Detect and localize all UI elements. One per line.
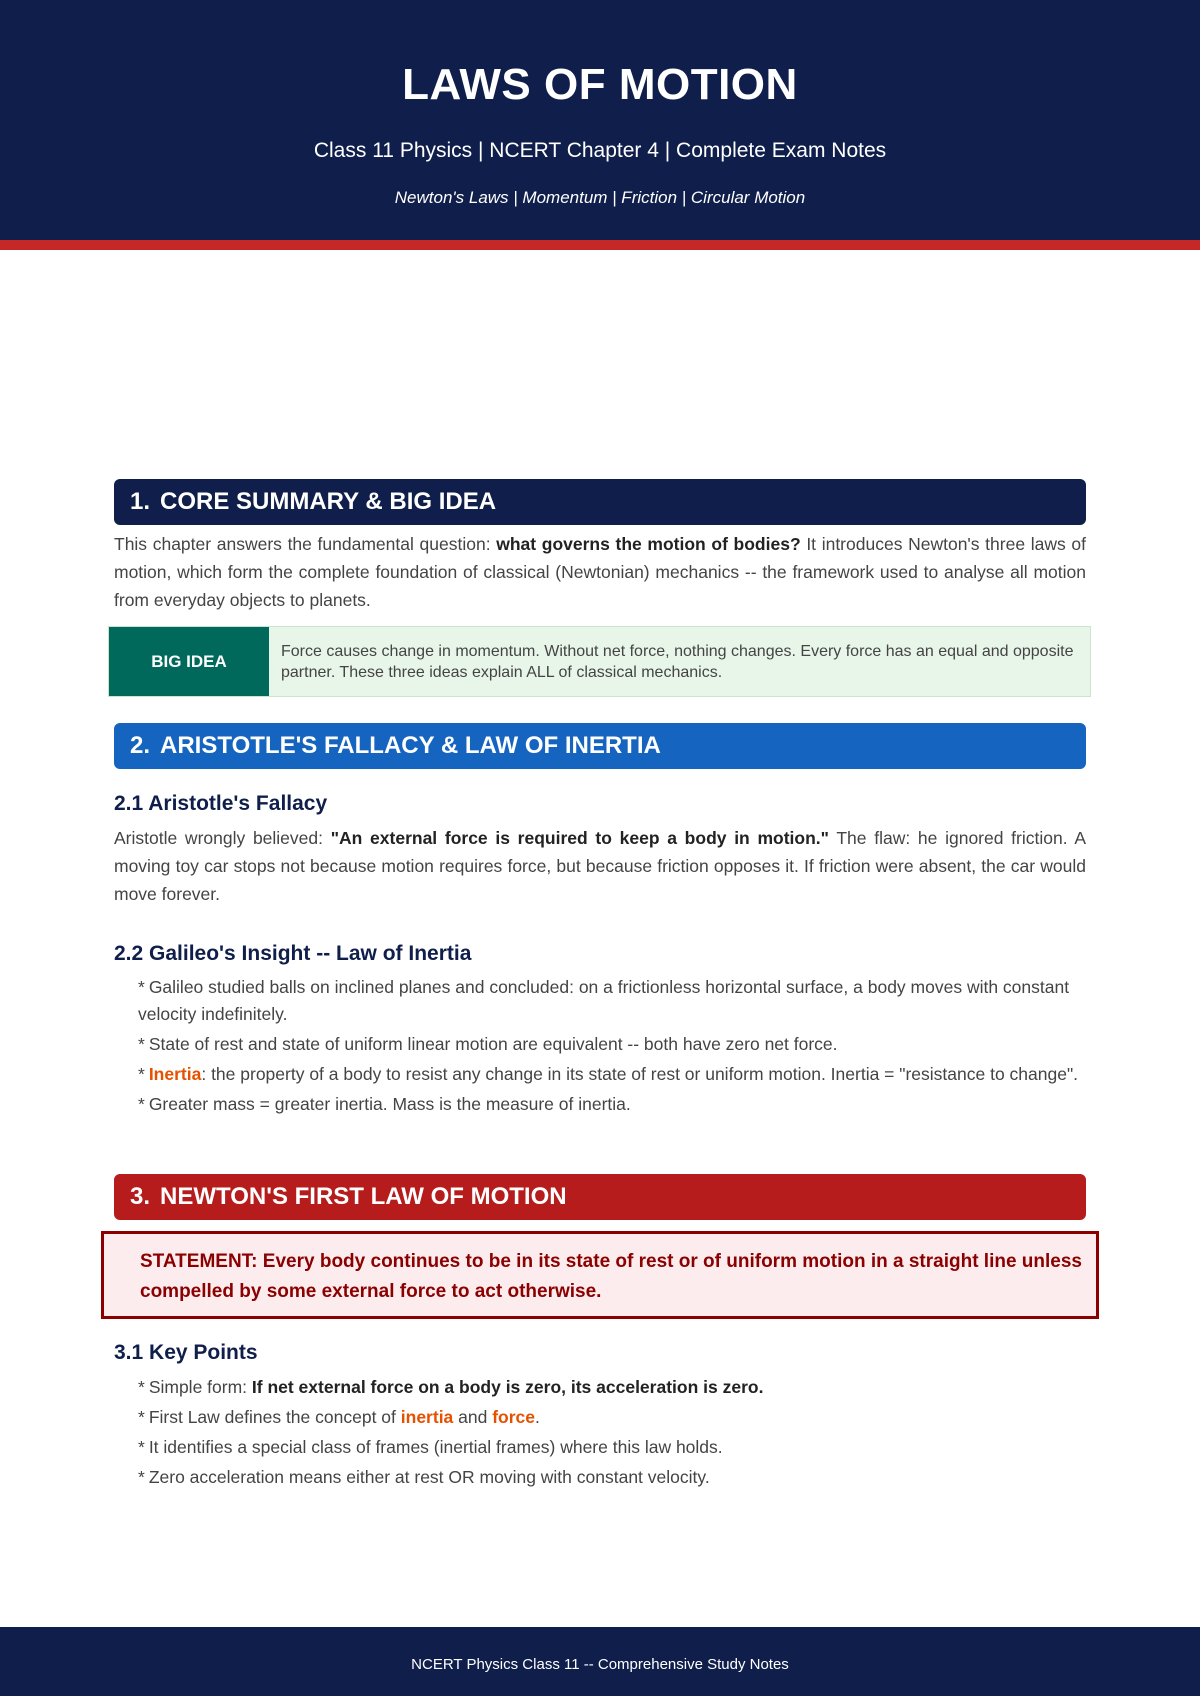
section-2-title: ARISTOTLE'S FALLACY & LAW OF INERTIA xyxy=(160,732,661,759)
list-item-text: Greater mass = greater inertia. Mass is the measure of inertia. xyxy=(148,1094,631,1114)
list-item-text: It identifies a special class of frames (inertial frames) where this law holds. xyxy=(148,1437,723,1457)
list-item-text: . xyxy=(535,1407,540,1427)
section-3-number: 3. xyxy=(130,1183,151,1210)
bullet-mark: * xyxy=(138,977,145,997)
bullet-mark: * xyxy=(138,1064,145,1084)
bullet-mark: * xyxy=(138,1034,145,1054)
section-2-header xyxy=(114,723,1086,769)
list-item-text: and xyxy=(453,1407,493,1427)
big-idea-text: Force causes change in momentum. Without net force, nothing changes. Every force has an equal and opposite partner. These three ideas explain ALL of classical mechanics. xyxy=(281,643,1074,681)
section-1-paragraph xyxy=(114,530,1086,614)
page-topics: Newton's Laws | Momentum | Friction | Circular Motion xyxy=(394,188,806,207)
section-1-header xyxy=(114,479,1086,525)
page-title: LAWS OF MOTION xyxy=(402,60,798,109)
list-item-text: Zero acceleration means either at rest OR moving with constant velocity. xyxy=(148,1467,710,1487)
subsection-2-1-para-bold: "An external force is required to keep a body in motion." xyxy=(330,828,829,848)
list-item-text: : the property of a body to resist any change in its state of rest or uniform motion. Inertia = "resistance to change". xyxy=(201,1064,1079,1084)
list-item xyxy=(138,1061,1086,1088)
list-item xyxy=(138,1091,1086,1118)
highlight-term-inertia: Inertia xyxy=(148,1064,202,1084)
subsection-2-2-list xyxy=(138,974,1086,1121)
bullet-mark: * xyxy=(138,1467,145,1487)
subsection-2-1-para-suffix: The flaw: he ignored friction. A moving toy car stops not because motion requires force, but because friction opposes it. If friction were absent, the car would move forever. xyxy=(114,828,1087,904)
section-2-number: 2. xyxy=(130,732,151,759)
section-1-para-prefix: This chapter answers the fundamental question: xyxy=(114,534,497,554)
subsection-2-2-heading: 2.2 Galileo's Insight -- Law of Inertia xyxy=(114,942,472,965)
subsection-2-1-heading: 2.1 Aristotle's Fallacy xyxy=(114,792,328,815)
page-subtitle: Class 11 Physics | NCERT Chapter 4 | Complete Exam Notes xyxy=(313,139,887,162)
bullet-mark: * xyxy=(138,1407,145,1427)
section-1-para-bold: what governs the motion of bodies? xyxy=(496,534,801,554)
bullet-mark: * xyxy=(138,1094,145,1114)
list-item-text: Galileo studied balls on inclined planes and concluded: on a frictionless horizontal surface, a body moves with constant velocity indefinitely. xyxy=(138,977,1070,1024)
list-item xyxy=(138,1031,1086,1058)
list-item xyxy=(138,1434,1086,1461)
subsection-2-1-para-prefix: Aristotle wrongly believed: xyxy=(114,828,331,848)
list-item xyxy=(138,974,1086,1028)
subsection-3-1-list xyxy=(138,1374,1086,1494)
section-1-number: 1. xyxy=(130,488,151,515)
list-item xyxy=(138,1404,1086,1431)
highlight-term-force: force xyxy=(492,1407,536,1427)
section-1-title: CORE SUMMARY & BIG IDEA xyxy=(160,488,497,515)
list-item-text: State of rest and state of uniform linear motion are equivalent -- both have zero net force. xyxy=(148,1034,838,1054)
list-item xyxy=(138,1464,1086,1491)
subsection-2-1-paragraph xyxy=(114,824,1086,908)
page-footer xyxy=(0,1627,1200,1696)
list-item-text: First Law defines the concept of xyxy=(148,1407,401,1427)
list-item-bold: If net external force on a body is zero, its acceleration is zero. xyxy=(251,1377,764,1397)
section-1-para-suffix: It introduces Newton's three laws of motion, which form the complete foundation of classical (Newtonian) mechanics -- the framework used to analyse all motion from everyday objects to planets. xyxy=(114,534,1086,610)
big-idea-box xyxy=(108,626,1091,697)
section-3-header xyxy=(114,1174,1086,1220)
section-3-title: NEWTON'S FIRST LAW OF MOTION xyxy=(160,1183,567,1210)
subsection-3-1-heading: 3.1 Key Points xyxy=(114,1341,258,1364)
page-header xyxy=(0,0,1200,240)
highlight-term-inertia: inertia xyxy=(400,1407,454,1427)
first-law-statement: STATEMENT: Every body continues to be in its state of rest or of uniform motion in a straight line unless compelled by some external force to act otherwise. xyxy=(101,1231,1099,1319)
footer-text: NCERT Physics Class 11 -- Comprehensive Study Notes xyxy=(411,1656,789,1673)
list-item-text: Simple form: xyxy=(148,1377,252,1397)
list-item xyxy=(138,1374,1086,1401)
bullet-mark: * xyxy=(138,1377,145,1397)
big-idea-label: BIG IDEA xyxy=(109,627,269,696)
header-accent-strip xyxy=(0,240,1200,250)
bullet-mark: * xyxy=(138,1437,145,1457)
